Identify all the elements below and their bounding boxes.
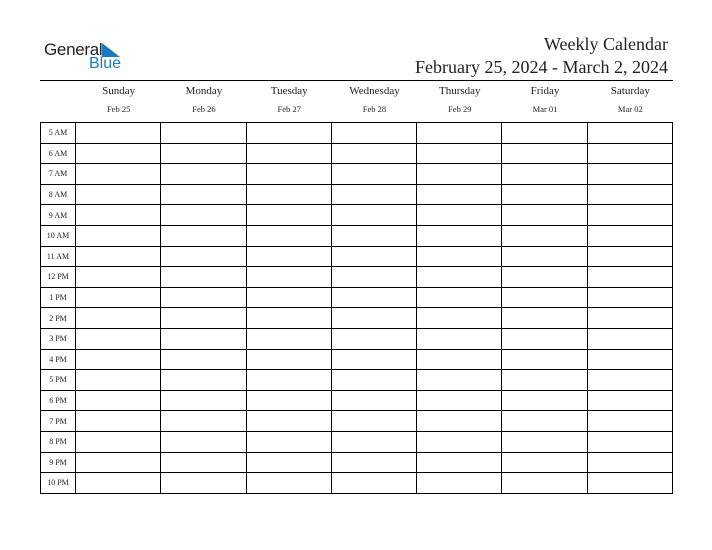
slot-cell[interactable] bbox=[587, 308, 672, 329]
day-name: Friday bbox=[530, 85, 560, 97]
time-label: 11 AM bbox=[41, 246, 76, 267]
slot-cell[interactable] bbox=[502, 246, 587, 267]
time-label: 6 AM bbox=[41, 143, 76, 164]
slot-cell[interactable] bbox=[502, 390, 587, 411]
slot-cell[interactable] bbox=[587, 184, 672, 205]
calendar-grid bbox=[40, 122, 673, 494]
slot-cell[interactable] bbox=[417, 452, 502, 473]
slot-cell[interactable] bbox=[417, 246, 502, 267]
slot-cell[interactable] bbox=[76, 473, 161, 494]
time-label: 10 PM bbox=[41, 473, 76, 494]
slot-cell[interactable] bbox=[587, 164, 672, 185]
time-label: 4 PM bbox=[41, 349, 76, 370]
slot-cell[interactable] bbox=[246, 349, 331, 370]
slot-cell[interactable] bbox=[246, 164, 331, 185]
slot-cell[interactable] bbox=[246, 287, 331, 308]
time-row bbox=[41, 349, 673, 370]
slot-cell[interactable] bbox=[76, 267, 161, 288]
time-label: 5 AM bbox=[41, 123, 76, 144]
slot-cell[interactable] bbox=[76, 370, 161, 391]
day-header-friday bbox=[502, 82, 587, 122]
slot-cell[interactable] bbox=[246, 452, 331, 473]
slot-cell[interactable] bbox=[161, 411, 246, 432]
slot-cell[interactable] bbox=[331, 246, 416, 267]
time-row bbox=[41, 287, 673, 308]
slot-cell[interactable] bbox=[417, 123, 502, 144]
slot-cell[interactable] bbox=[76, 287, 161, 308]
time-label: 9 AM bbox=[41, 205, 76, 226]
slot-cell[interactable] bbox=[587, 431, 672, 452]
slot-cell[interactable] bbox=[76, 123, 161, 144]
time-row bbox=[41, 473, 673, 494]
slot-cell[interactable] bbox=[246, 267, 331, 288]
slot-cell[interactable] bbox=[246, 328, 331, 349]
date-range: February 25, 2024 - March 2, 2024 bbox=[415, 57, 668, 77]
slot-cell[interactable] bbox=[76, 308, 161, 329]
slot-cell[interactable] bbox=[161, 225, 246, 246]
slot-cell[interactable] bbox=[587, 246, 672, 267]
slot-cell[interactable] bbox=[161, 287, 246, 308]
day-date: Feb 28 bbox=[362, 104, 387, 114]
time-label: 9 PM bbox=[41, 452, 76, 473]
day-name: Thursday bbox=[438, 85, 481, 97]
day-name: Tuesday bbox=[270, 85, 308, 97]
slot-cell[interactable] bbox=[76, 349, 161, 370]
slot-cell[interactable] bbox=[76, 225, 161, 246]
slot-cell[interactable] bbox=[587, 287, 672, 308]
slot-cell[interactable] bbox=[331, 349, 416, 370]
slot-cell[interactable] bbox=[587, 390, 672, 411]
generalblue-logo bbox=[44, 40, 134, 74]
time-row bbox=[41, 308, 673, 329]
slot-cell[interactable] bbox=[587, 328, 672, 349]
time-label: 3 PM bbox=[41, 328, 76, 349]
slot-cell[interactable] bbox=[161, 431, 246, 452]
day-name: Wednesday bbox=[349, 85, 400, 97]
slot-cell[interactable] bbox=[246, 308, 331, 329]
time-label: 6 PM bbox=[41, 390, 76, 411]
slot-cell[interactable] bbox=[502, 431, 587, 452]
slot-cell[interactable] bbox=[161, 123, 246, 144]
slot-cell[interactable] bbox=[417, 328, 502, 349]
slot-cell[interactable] bbox=[161, 452, 246, 473]
slot-cell[interactable] bbox=[331, 184, 416, 205]
slot-cell[interactable] bbox=[331, 205, 416, 226]
time-row bbox=[41, 452, 673, 473]
day-header-wednesday bbox=[332, 82, 417, 122]
slot-cell[interactable] bbox=[161, 164, 246, 185]
slot-cell[interactable] bbox=[502, 267, 587, 288]
day-name: Saturday bbox=[610, 85, 650, 97]
slot-cell[interactable] bbox=[331, 431, 416, 452]
time-row bbox=[41, 431, 673, 452]
slot-cell[interactable] bbox=[417, 473, 502, 494]
slot-cell[interactable] bbox=[331, 411, 416, 432]
slot-cell[interactable] bbox=[502, 205, 587, 226]
slot-cell[interactable] bbox=[587, 205, 672, 226]
day-name: Sunday bbox=[102, 85, 136, 97]
time-row bbox=[41, 267, 673, 288]
slot-cell[interactable] bbox=[502, 473, 587, 494]
slot-cell[interactable] bbox=[587, 452, 672, 473]
slot-cell[interactable] bbox=[246, 205, 331, 226]
slot-cell[interactable] bbox=[331, 370, 416, 391]
slot-cell[interactable] bbox=[246, 370, 331, 391]
slot-cell[interactable] bbox=[502, 308, 587, 329]
slot-cell[interactable] bbox=[502, 287, 587, 308]
slot-cell[interactable] bbox=[417, 267, 502, 288]
slot-cell[interactable] bbox=[76, 205, 161, 226]
slot-cell[interactable] bbox=[76, 246, 161, 267]
slot-cell[interactable] bbox=[331, 287, 416, 308]
slot-cell[interactable] bbox=[76, 452, 161, 473]
day-header-saturday bbox=[588, 82, 673, 122]
slot-cell[interactable] bbox=[161, 390, 246, 411]
slot-cell[interactable] bbox=[331, 452, 416, 473]
day-name: Monday bbox=[185, 85, 223, 97]
slot-cell[interactable] bbox=[417, 287, 502, 308]
slot-cell[interactable] bbox=[76, 411, 161, 432]
day-date: Mar 01 bbox=[532, 104, 558, 114]
slot-cell[interactable] bbox=[502, 143, 587, 164]
time-label: 10 AM bbox=[41, 225, 76, 246]
slot-cell[interactable] bbox=[76, 164, 161, 185]
time-label: 7 AM bbox=[41, 164, 76, 185]
slot-cell[interactable] bbox=[587, 225, 672, 246]
day-header-monday bbox=[161, 82, 246, 122]
slot-cell[interactable] bbox=[246, 225, 331, 246]
slot-cell[interactable] bbox=[502, 123, 587, 144]
slot-cell[interactable] bbox=[331, 328, 416, 349]
slot-cell[interactable] bbox=[76, 143, 161, 164]
slot-cell[interactable] bbox=[161, 246, 246, 267]
slot-cell[interactable] bbox=[587, 143, 672, 164]
slot-cell[interactable] bbox=[246, 184, 331, 205]
day-header-tuesday bbox=[247, 82, 332, 122]
time-row bbox=[41, 205, 673, 226]
slot-cell[interactable] bbox=[161, 267, 246, 288]
slot-cell[interactable] bbox=[161, 308, 246, 329]
slot-cell[interactable] bbox=[502, 370, 587, 391]
day-date: Mar 02 bbox=[617, 104, 643, 114]
slot-cell[interactable] bbox=[417, 184, 502, 205]
time-row bbox=[41, 390, 673, 411]
slot-cell[interactable] bbox=[246, 431, 331, 452]
slot-cell[interactable] bbox=[502, 411, 587, 432]
day-header-thursday bbox=[417, 82, 502, 122]
slot-cell[interactable] bbox=[417, 370, 502, 391]
slot-cell[interactable] bbox=[502, 349, 587, 370]
slot-cell[interactable] bbox=[161, 349, 246, 370]
slot-cell[interactable] bbox=[417, 411, 502, 432]
day-headers bbox=[76, 82, 673, 122]
time-label: 2 PM bbox=[41, 308, 76, 329]
slot-cell[interactable] bbox=[246, 143, 331, 164]
time-label: 12 PM bbox=[41, 267, 76, 288]
time-row bbox=[41, 143, 673, 164]
slot-cell[interactable] bbox=[161, 370, 246, 391]
time-row bbox=[41, 328, 673, 349]
slot-cell[interactable] bbox=[587, 349, 672, 370]
slot-cell[interactable] bbox=[587, 123, 672, 144]
slot-cell[interactable] bbox=[331, 123, 416, 144]
time-row bbox=[41, 164, 673, 185]
day-date: Feb 29 bbox=[448, 104, 472, 114]
time-row bbox=[41, 246, 673, 267]
time-label: 7 PM bbox=[41, 411, 76, 432]
time-row bbox=[41, 225, 673, 246]
slot-cell[interactable] bbox=[76, 184, 161, 205]
slot-cell[interactable] bbox=[246, 473, 331, 494]
slot-cell[interactable] bbox=[331, 143, 416, 164]
slot-cell[interactable] bbox=[587, 267, 672, 288]
logo-text-blue: Blue bbox=[89, 55, 122, 72]
logo-text-general: General bbox=[44, 40, 103, 59]
day-header-sunday bbox=[76, 82, 161, 122]
day-date: Feb 27 bbox=[277, 104, 301, 114]
slot-cell[interactable] bbox=[502, 164, 587, 185]
slot-cell[interactable] bbox=[417, 143, 502, 164]
slot-cell[interactable] bbox=[502, 184, 587, 205]
slot-cell[interactable] bbox=[417, 164, 502, 185]
slot-cell[interactable] bbox=[331, 225, 416, 246]
slot-cell[interactable] bbox=[246, 390, 331, 411]
slot-cell[interactable] bbox=[76, 431, 161, 452]
slot-cell[interactable] bbox=[417, 390, 502, 411]
day-date: Feb 25 bbox=[106, 104, 131, 114]
slot-cell[interactable] bbox=[246, 123, 331, 144]
slot-cell[interactable] bbox=[331, 390, 416, 411]
time-row bbox=[41, 370, 673, 391]
slot-cell[interactable] bbox=[502, 452, 587, 473]
slot-cell[interactable] bbox=[76, 390, 161, 411]
time-label: 1 PM bbox=[41, 287, 76, 308]
slot-cell[interactable] bbox=[331, 473, 416, 494]
slot-cell[interactable] bbox=[246, 411, 331, 432]
slot-cell[interactable] bbox=[161, 473, 246, 494]
slot-cell[interactable] bbox=[331, 308, 416, 329]
slot-cell[interactable] bbox=[331, 164, 416, 185]
slot-cell[interactable] bbox=[76, 328, 161, 349]
slot-cell[interactable] bbox=[587, 411, 672, 432]
time-row bbox=[41, 184, 673, 205]
time-label: 8 AM bbox=[41, 184, 76, 205]
slot-cell[interactable] bbox=[161, 205, 246, 226]
slot-cell[interactable] bbox=[502, 225, 587, 246]
time-label: 5 PM bbox=[41, 370, 76, 391]
slot-cell[interactable] bbox=[417, 205, 502, 226]
slot-cell[interactable] bbox=[331, 267, 416, 288]
slot-cell[interactable] bbox=[417, 349, 502, 370]
slot-cell[interactable] bbox=[161, 184, 246, 205]
slot-cell[interactable] bbox=[417, 225, 502, 246]
calendar-title-block bbox=[415, 33, 668, 78]
slot-cell[interactable] bbox=[417, 431, 502, 452]
slot-cell[interactable] bbox=[246, 246, 331, 267]
slot-cell[interactable] bbox=[161, 143, 246, 164]
page-title: Weekly Calendar bbox=[544, 34, 668, 54]
slot-cell[interactable] bbox=[587, 370, 672, 391]
slot-cell[interactable] bbox=[417, 308, 502, 329]
time-label: 8 PM bbox=[41, 431, 76, 452]
time-row bbox=[41, 411, 673, 432]
time-row bbox=[41, 123, 673, 144]
slot-cell[interactable] bbox=[587, 473, 672, 494]
slot-cell[interactable] bbox=[502, 328, 587, 349]
day-date: Feb 26 bbox=[192, 104, 216, 114]
slot-cell[interactable] bbox=[161, 328, 246, 349]
header-divider bbox=[40, 80, 673, 81]
